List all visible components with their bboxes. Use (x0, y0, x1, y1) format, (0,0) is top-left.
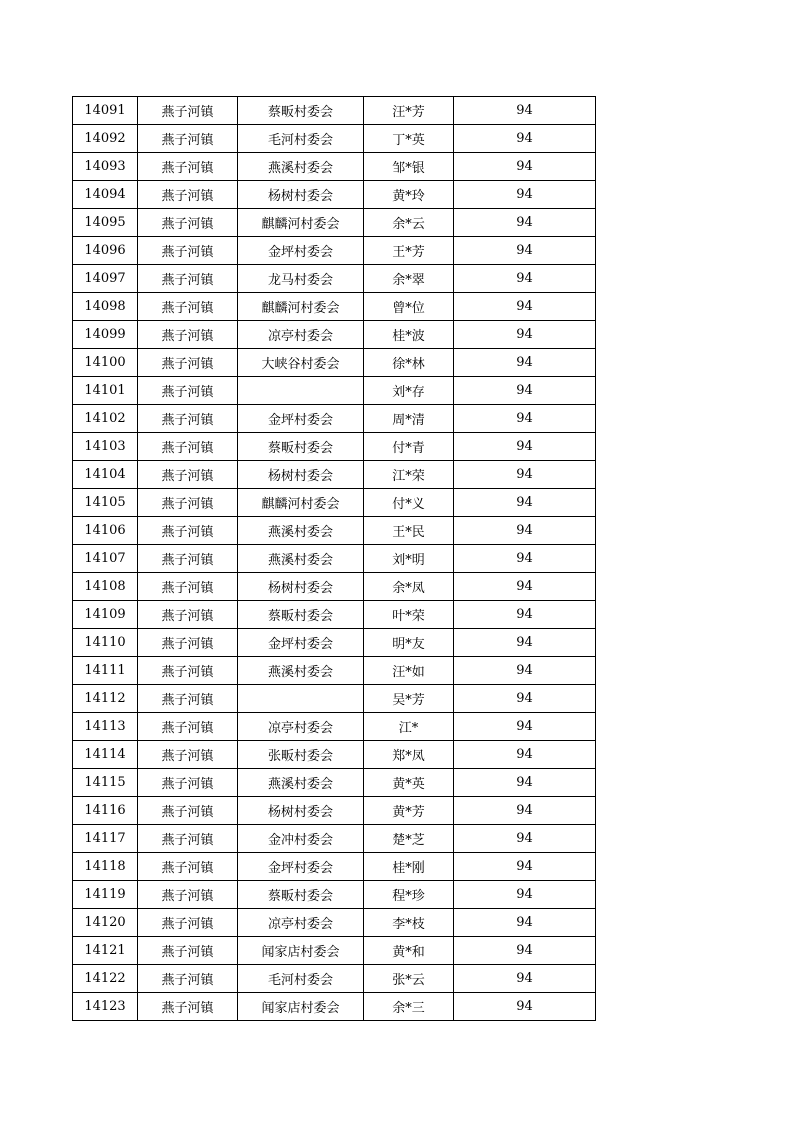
score-cell: 94 (454, 97, 596, 125)
row-id-cell: 14104 (73, 461, 138, 489)
table-row (73, 545, 596, 573)
table-row (73, 657, 596, 685)
name-cell: 王*芳 (364, 237, 454, 265)
town-cell: 燕子河镇 (138, 797, 238, 825)
village-cell: 毛河村委会 (238, 965, 364, 993)
row-id-cell: 14107 (73, 545, 138, 573)
score-cell: 94 (454, 517, 596, 545)
town-cell: 燕子河镇 (138, 265, 238, 293)
town-cell: 燕子河镇 (138, 853, 238, 881)
name-cell: 余*凤 (364, 573, 454, 601)
village-cell: 龙马村委会 (238, 265, 364, 293)
table-row (73, 937, 596, 965)
town-cell: 燕子河镇 (138, 545, 238, 573)
village-cell: 麒麟河村委会 (238, 209, 364, 237)
row-id-cell: 14112 (73, 685, 138, 713)
village-cell: 燕溪村委会 (238, 769, 364, 797)
name-cell: 邹*银 (364, 153, 454, 181)
name-cell: 吴*芳 (364, 685, 454, 713)
town-cell: 燕子河镇 (138, 573, 238, 601)
table-body (73, 97, 596, 1021)
village-cell: 金坪村委会 (238, 853, 364, 881)
score-cell: 94 (454, 321, 596, 349)
table-row (73, 125, 596, 153)
name-cell: 程*珍 (364, 881, 454, 909)
town-cell: 燕子河镇 (138, 769, 238, 797)
row-id-cell: 14100 (73, 349, 138, 377)
town-cell: 燕子河镇 (138, 237, 238, 265)
town-cell: 燕子河镇 (138, 909, 238, 937)
row-id-cell: 14121 (73, 937, 138, 965)
table-row (73, 181, 596, 209)
town-cell: 燕子河镇 (138, 377, 238, 405)
name-cell: 李*枝 (364, 909, 454, 937)
name-cell: 黄*和 (364, 937, 454, 965)
score-cell: 94 (454, 237, 596, 265)
row-id-cell: 14097 (73, 265, 138, 293)
score-cell: 94 (454, 405, 596, 433)
village-cell: 杨树村委会 (238, 573, 364, 601)
table-row (73, 573, 596, 601)
village-cell: 燕溪村委会 (238, 153, 364, 181)
town-cell: 燕子河镇 (138, 517, 238, 545)
village-cell: 麒麟河村委会 (238, 293, 364, 321)
village-cell: 金坪村委会 (238, 237, 364, 265)
score-cell: 94 (454, 209, 596, 237)
score-cell: 94 (454, 713, 596, 741)
row-id-cell: 14117 (73, 825, 138, 853)
score-cell: 94 (454, 125, 596, 153)
row-id-cell: 14113 (73, 713, 138, 741)
score-cell: 94 (454, 993, 596, 1021)
table-row (73, 797, 596, 825)
town-cell: 燕子河镇 (138, 97, 238, 125)
row-id-cell: 14093 (73, 153, 138, 181)
town-cell: 燕子河镇 (138, 461, 238, 489)
name-cell: 黄*芳 (364, 797, 454, 825)
score-cell: 94 (454, 825, 596, 853)
row-id-cell: 14094 (73, 181, 138, 209)
village-cell: 燕溪村委会 (238, 657, 364, 685)
town-cell: 燕子河镇 (138, 349, 238, 377)
row-id-cell: 14115 (73, 769, 138, 797)
town-cell: 燕子河镇 (138, 209, 238, 237)
score-cell: 94 (454, 489, 596, 517)
town-cell: 燕子河镇 (138, 825, 238, 853)
score-cell: 94 (454, 909, 596, 937)
row-id-cell: 14099 (73, 321, 138, 349)
village-cell: 毛河村委会 (238, 125, 364, 153)
row-id-cell: 14102 (73, 405, 138, 433)
table-row (73, 881, 596, 909)
table-row (73, 965, 596, 993)
village-cell: 杨树村委会 (238, 797, 364, 825)
name-cell: 江*荣 (364, 461, 454, 489)
village-cell: 闻家店村委会 (238, 937, 364, 965)
name-cell: 付*义 (364, 489, 454, 517)
score-cell: 94 (454, 629, 596, 657)
town-cell: 燕子河镇 (138, 713, 238, 741)
table-row (73, 349, 596, 377)
table-row (73, 433, 596, 461)
village-cell: 张畈村委会 (238, 741, 364, 769)
table-row (73, 97, 596, 125)
name-cell: 周*清 (364, 405, 454, 433)
village-cell: 蔡畈村委会 (238, 433, 364, 461)
score-cell: 94 (454, 741, 596, 769)
row-id-cell: 14122 (73, 965, 138, 993)
village-cell: 蔡畈村委会 (238, 97, 364, 125)
table-row (73, 489, 596, 517)
table-row (73, 909, 596, 937)
score-cell: 94 (454, 769, 596, 797)
row-id-cell: 14098 (73, 293, 138, 321)
village-cell: 杨树村委会 (238, 181, 364, 209)
name-cell: 黄*英 (364, 769, 454, 797)
row-id-cell: 14116 (73, 797, 138, 825)
row-id-cell: 14110 (73, 629, 138, 657)
row-id-cell: 14103 (73, 433, 138, 461)
village-cell: 大峡谷村委会 (238, 349, 364, 377)
row-id-cell: 14092 (73, 125, 138, 153)
name-cell: 付*青 (364, 433, 454, 461)
town-cell: 燕子河镇 (138, 741, 238, 769)
score-cell: 94 (454, 545, 596, 573)
name-cell: 张*云 (364, 965, 454, 993)
table-row (73, 265, 596, 293)
row-id-cell: 14095 (73, 209, 138, 237)
name-cell: 郑*凤 (364, 741, 454, 769)
town-cell: 燕子河镇 (138, 993, 238, 1021)
table-row (73, 993, 596, 1021)
table-row (73, 405, 596, 433)
row-id-cell: 14106 (73, 517, 138, 545)
village-cell: 凉亭村委会 (238, 909, 364, 937)
town-cell: 燕子河镇 (138, 153, 238, 181)
town-cell: 燕子河镇 (138, 293, 238, 321)
village-cell: 蔡畈村委会 (238, 881, 364, 909)
table-row (73, 629, 596, 657)
village-cell: 凉亭村委会 (238, 321, 364, 349)
score-cell: 94 (454, 349, 596, 377)
score-cell: 94 (454, 377, 596, 405)
table-row (73, 237, 596, 265)
village-cell: 金坪村委会 (238, 629, 364, 657)
table-row (73, 769, 596, 797)
name-cell: 明*友 (364, 629, 454, 657)
name-cell: 余*三 (364, 993, 454, 1021)
row-id-cell: 14101 (73, 377, 138, 405)
town-cell: 燕子河镇 (138, 965, 238, 993)
town-cell: 燕子河镇 (138, 405, 238, 433)
table-row (73, 825, 596, 853)
score-cell: 94 (454, 293, 596, 321)
name-cell: 王*民 (364, 517, 454, 545)
table-row (73, 377, 596, 405)
town-cell: 燕子河镇 (138, 685, 238, 713)
score-cell: 94 (454, 797, 596, 825)
table-row (73, 461, 596, 489)
score-cell: 94 (454, 657, 596, 685)
village-cell: 蔡畈村委会 (238, 601, 364, 629)
village-cell (238, 377, 364, 405)
table-row (73, 685, 596, 713)
village-cell: 凉亭村委会 (238, 713, 364, 741)
name-cell: 江* (364, 713, 454, 741)
town-cell: 燕子河镇 (138, 181, 238, 209)
name-cell: 汪*芳 (364, 97, 454, 125)
name-cell: 徐*林 (364, 349, 454, 377)
town-cell: 燕子河镇 (138, 433, 238, 461)
town-cell: 燕子河镇 (138, 321, 238, 349)
name-cell: 刘*明 (364, 545, 454, 573)
score-cell: 94 (454, 881, 596, 909)
name-cell: 桂*波 (364, 321, 454, 349)
town-cell: 燕子河镇 (138, 629, 238, 657)
village-cell: 燕溪村委会 (238, 517, 364, 545)
row-id-cell: 14114 (73, 741, 138, 769)
score-cell: 94 (454, 153, 596, 181)
row-id-cell: 14108 (73, 573, 138, 601)
table-row (73, 209, 596, 237)
name-cell: 黄*玲 (364, 181, 454, 209)
name-cell: 叶*荣 (364, 601, 454, 629)
row-id-cell: 14123 (73, 993, 138, 1021)
row-id-cell: 14105 (73, 489, 138, 517)
town-cell: 燕子河镇 (138, 601, 238, 629)
score-cell: 94 (454, 181, 596, 209)
table-row (73, 293, 596, 321)
name-cell: 曾*位 (364, 293, 454, 321)
name-cell: 桂*刚 (364, 853, 454, 881)
name-cell: 余*云 (364, 209, 454, 237)
village-cell: 金坪村委会 (238, 405, 364, 433)
table-row (73, 741, 596, 769)
score-cell: 94 (454, 601, 596, 629)
row-id-cell: 14096 (73, 237, 138, 265)
table-row (73, 321, 596, 349)
name-cell: 刘*存 (364, 377, 454, 405)
village-cell: 金冲村委会 (238, 825, 364, 853)
name-cell: 丁*英 (364, 125, 454, 153)
row-id-cell: 14109 (73, 601, 138, 629)
name-cell: 余*翠 (364, 265, 454, 293)
data-table (72, 96, 596, 1021)
town-cell: 燕子河镇 (138, 881, 238, 909)
table-row (73, 853, 596, 881)
score-cell: 94 (454, 965, 596, 993)
score-cell: 94 (454, 937, 596, 965)
name-cell: 楚*芝 (364, 825, 454, 853)
score-cell: 94 (454, 573, 596, 601)
town-cell: 燕子河镇 (138, 125, 238, 153)
town-cell: 燕子河镇 (138, 489, 238, 517)
village-cell: 杨树村委会 (238, 461, 364, 489)
name-cell: 汪*如 (364, 657, 454, 685)
village-cell: 燕溪村委会 (238, 545, 364, 573)
row-id-cell: 14120 (73, 909, 138, 937)
table-row (73, 517, 596, 545)
row-id-cell: 14118 (73, 853, 138, 881)
table-row (73, 153, 596, 181)
row-id-cell: 14119 (73, 881, 138, 909)
score-cell: 94 (454, 265, 596, 293)
village-cell: 闻家店村委会 (238, 993, 364, 1021)
score-cell: 94 (454, 433, 596, 461)
village-cell: 麒麟河村委会 (238, 489, 364, 517)
row-id-cell: 14111 (73, 657, 138, 685)
table-row (73, 713, 596, 741)
score-cell: 94 (454, 685, 596, 713)
village-cell (238, 685, 364, 713)
score-cell: 94 (454, 853, 596, 881)
town-cell: 燕子河镇 (138, 657, 238, 685)
score-cell: 94 (454, 461, 596, 489)
table-row (73, 601, 596, 629)
row-id-cell: 14091 (73, 97, 138, 125)
town-cell: 燕子河镇 (138, 937, 238, 965)
